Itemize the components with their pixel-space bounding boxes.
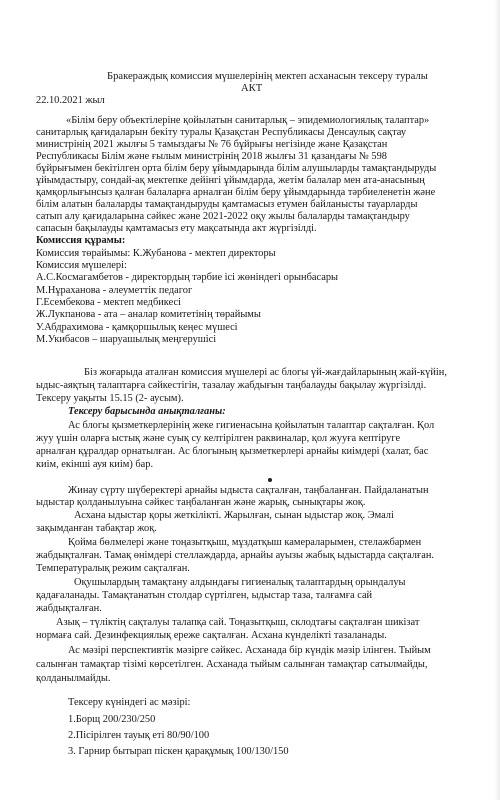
findings-line: Қойма бөлмелері және тоңазытқыш, мұздатқыш камераларымен, стелажбармен (68, 537, 422, 548)
findings-line: Азық – түліктің сақталуы талапқа сай. Тоңазытқыш, склодтағы сақталған шикізат (56, 617, 420, 628)
intro-line: ұйымдастыру, сондай-ақ мектепке дейінгі ұйымдарда, жетім балалар мен ата-анасының (36, 175, 425, 186)
intro-line: «Білім беру объектілеріне қойылатын санитарлық – эпидемиологиялық талаптар» (66, 115, 430, 126)
intro-line: қамқорлығынсыз қалған балаларға арналған білім беру ұйымдарында тәрбиеленетін және (36, 187, 436, 198)
document-title: Бракераждық комиссия мүшелерінің мектеп асханасын тексеру туралы (107, 71, 428, 82)
findings-heading: Тексеру барысында анықталғаны: (68, 406, 226, 417)
intro-line: санитарлық қағидаларын бекіту туралы Қазақстан Республикасы Денсаулық сақтау (36, 127, 407, 138)
findings-line: қадағаланады. Тамақтанатын столдар сүртілген, ыдыстар таза, талғамға сай (36, 590, 373, 601)
findings-line: ыдыстар қолданылуына сәйкес таңбаланған және жарық, сынықтары жоқ. (36, 497, 366, 508)
commission-line: Комиссия төрайымы: К.Жубанова - мектеп директоры (36, 248, 276, 259)
menu-heading: Тексеру күніндегі ас мәзірі: (68, 697, 191, 708)
findings-line: салынған тамақтар тізімі көрсетілген. Асханада тыйым салынған тамақтар сатылмайды, (36, 659, 428, 670)
menu-item: 2.Пісірілген тауық еті 80/90/100 (68, 730, 210, 741)
findings-line: қолданылмайды. (36, 673, 111, 684)
inspection-line: Біз жоғарыда аталған комиссия мүшелері ас блогы үй-жағдайларының жай-күйін, (84, 367, 447, 378)
findings-line: Оқушылардың тамақтану алдындағы гигиеналық талаптардың орындалуы (74, 577, 406, 588)
menu-item: 3. Гарнир бытырап піскен қарақұмық 100/130/150 (68, 746, 289, 757)
findings-line: Асхана ыдыстар қоры жеткілікті. Жарылған, сынан ыдыстар жоқ. Эмалі (74, 510, 394, 521)
findings-line: жабдықталған. (36, 603, 102, 614)
inspection-line: Тексеру уақыты 15.15 (2- аусым). (36, 393, 184, 404)
commission-heading: Комиссия құрамы: (36, 235, 126, 246)
commission-line: М.Укибасов – шаруашылық меңгерушісі (36, 334, 217, 345)
commission-line: Ж.Лукпанова - ата – аналар комитетінің төрайымы (36, 309, 261, 320)
ink-dot (268, 478, 272, 482)
inspection-line: ыдыс-аяқтың талаптарға сәйкестігін, тазалау жабдығын таңбалауды бақылау жүргізілді. (36, 380, 427, 391)
findings-line: Температуралық режим сақталған. (36, 563, 190, 574)
findings-line: арналған құралдар орнатылған. Ас блогының қызметкерлері арнайы киімдері (халат, бас (36, 446, 429, 457)
commission-line: М.Нұраханова - әлеуметтік педагог (36, 285, 193, 296)
findings-line: Ас мәзірі перспективтік мәзірге сәйкес. Асханада бір күндік мәзір ілінген. Тыйым (68, 645, 431, 656)
intro-line: Республикасы Білім және ғылым министрінің 2018 жылғы 31 қазандағы № 598 (36, 151, 388, 162)
commission-line: У.Абдрахимова - қамқоршылық кеңес мүшесі (36, 322, 238, 333)
menu-item: 1.Борщ 200/230/250 (68, 714, 156, 725)
document-subtitle: АКТ (241, 83, 263, 94)
intro-line: бұйрығымен бекітілген орта білім беру ұйымдарында білім алушыларды тамақтандыруды (36, 163, 437, 174)
findings-line: зақымданған табақтар жоқ. (36, 523, 157, 534)
document-date: 22.10.2021 жыл (36, 95, 105, 106)
findings-line: жабдықталған. Тамақ өнімдері стеллаждарда, арнайы ауызы жабық ыдыстарда сақталған. (36, 550, 435, 561)
commission-line: Комиссия мүшелері: (36, 260, 127, 271)
intro-line: сапасын бақылауды қамтамасыз ету мақсатында акт жүргізілді. (36, 223, 317, 234)
findings-line: Жинау сүрту шүберектері арнайы ыдыста сақталған, таңбаланған. Пайдаланатын (68, 485, 429, 496)
scan-edge (494, 0, 500, 800)
findings-line: Ас блогы қызметкерлерінің жеке гигиенасына қойылатын талаптар сақталған. Қол (68, 420, 435, 431)
commission-line: А.С.Космагамбетов - директордың тәрбие ісі жөніндегі орынбасары (36, 272, 339, 283)
findings-line: нормаға сай. Дезинфекциялық ереже сақталған. Асхана күнделікті тазаланады. (36, 630, 387, 641)
intro-line: министрінің 2021 жылғы 5 тамыздағы № 76 бұйрығы негізінде және Қазақстан (36, 139, 388, 150)
findings-line: киім, екінші ауя киім) бар. (36, 459, 154, 470)
findings-line: жуу үшін оларға ыстық және суық су келтірілген раквиналар, қол жууға кептіруге (36, 433, 401, 444)
intro-line: білім алатын балаларды тамақтандыруды қамтамасыз етумен байланысты тауарларды (36, 199, 418, 210)
commission-line: Г.Есембекова - мектеп медбикесі (36, 297, 181, 308)
intro-line: сатып алу қағидаларына сәйкес және 2021-2022 оқу жылы балаларды тамақтандыру (36, 211, 410, 222)
